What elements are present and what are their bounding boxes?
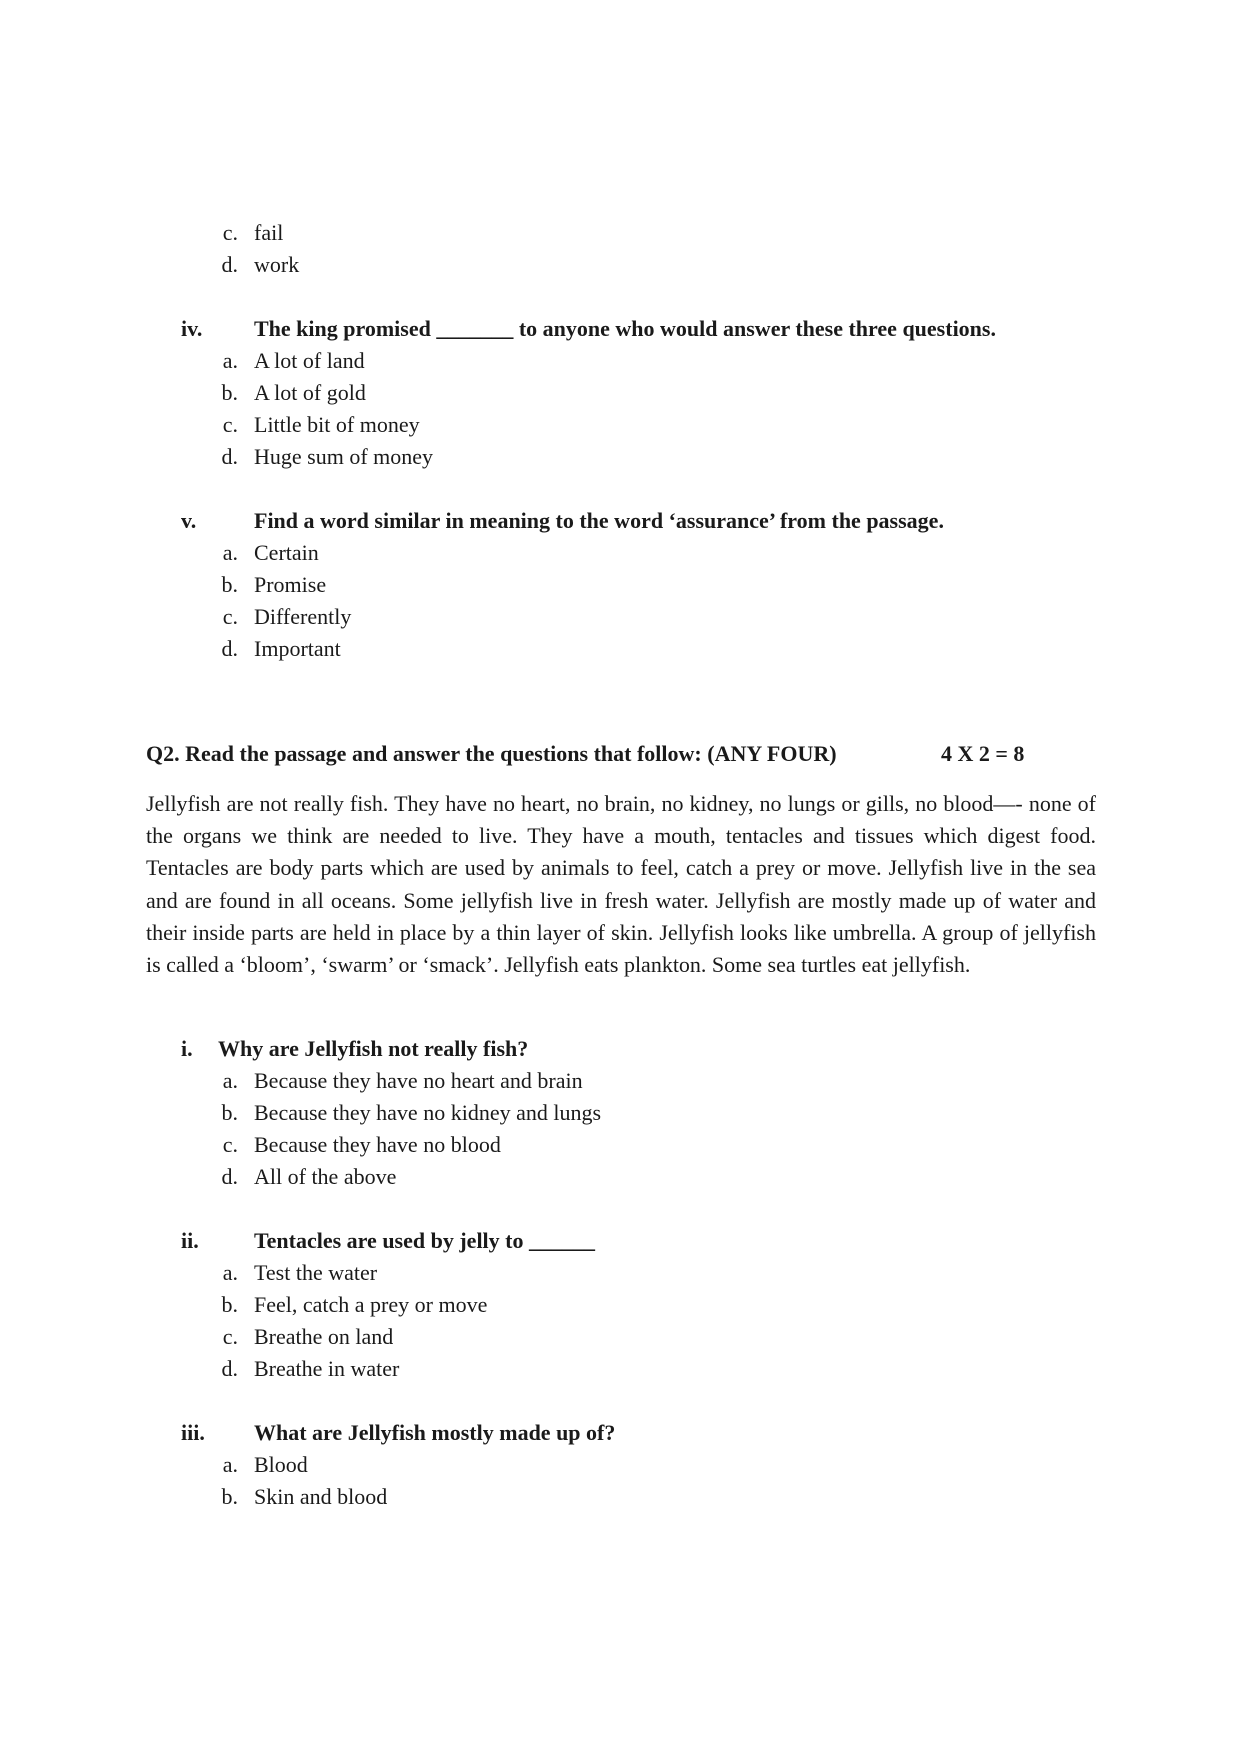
option-text: Because they have no kidney and lungs [254,1100,602,1125]
option-text: Promise [254,572,327,597]
option-letter: c. [222,220,238,245]
option-text: Differently [254,604,352,629]
option-letter: b. [221,1100,238,1125]
question-number: iii. [181,1420,205,1445]
option-text: Blood [254,1452,308,1477]
option-letter: a. [222,1452,238,1477]
option-text: A lot of gold [254,380,366,405]
question-text: Why are Jellyfish not really fish? [218,1036,529,1061]
option-text: A lot of land [254,348,365,373]
question-number: iv. [181,316,203,341]
question-text: Find a word similar in meaning to the word ‘assurance’ from the passage. [254,508,944,533]
option-text: work [254,252,300,277]
q2-heading: Q2. Read the passage and answer the questions that follow: (ANY FOUR) [146,741,837,766]
question-number: ii. [181,1228,199,1253]
option-letter: d. [221,636,238,661]
option-letter: c. [222,412,238,437]
option-letter: b. [221,1484,238,1509]
option-letter: d. [221,444,238,469]
option-text: Breathe in water [254,1356,400,1381]
option-letter: a. [222,1260,238,1285]
question-text: What are Jellyfish mostly made up of? [254,1420,616,1445]
option-letter: a. [222,348,238,373]
option-text: Huge sum of money [254,444,434,469]
option-letter: b. [221,380,238,405]
option-letter: a. [222,540,238,565]
option-letter: d. [221,1356,238,1381]
option-text: Little bit of money [254,412,420,437]
option-text: Breathe on land [254,1324,394,1349]
question-text: The king promised _______ to anyone who would answer these three questions. [254,316,996,341]
option-letter: d. [221,1164,238,1189]
option-text: Important [254,636,341,661]
option-text: Certain [254,540,319,565]
reading-passage: Jellyfish are not really fish. They have no heart, no brain, no kidney, no lungs or gills, no blood—- none of the organs we think are needed to live. They have a mouth, tentacles and tissues which digest food. Tentacles are body parts which are used by animals to feel, catch a prey or move. Jellyfish live in the sea and are found in all oceans. Some jellyfish live in fresh water. Jellyfish are mostly made up of water and their inside parts are held in place by a thin layer of skin. Jellyfish looks like umbrella. A group of jellyfish is called a ‘bloom’, ‘swarm’ or ‘smack’. Jellyfish eats plankton. Some sea turtles eat jellyfish. [146,791,1096,978]
option-text: Test the water [254,1260,378,1285]
option-text: Because they have no heart and brain [254,1068,583,1093]
option-text: Feel, catch a prey or move [254,1292,488,1317]
option-text: Because they have no blood [254,1132,501,1157]
option-letter: d. [221,252,238,277]
option-letter: c. [222,604,238,629]
option-text: fail [254,220,284,245]
q2-marks: 4 X 2 = 8 [941,741,1025,766]
question-text: Tentacles are used by jelly to ______ [254,1228,595,1253]
option-letter: b. [221,572,238,597]
option-letter: c. [222,1132,238,1157]
question-number: i. [181,1036,193,1061]
option-text: All of the above [254,1164,397,1189]
option-letter: c. [222,1324,238,1349]
option-letter: a. [222,1068,238,1093]
question-number: v. [181,508,197,533]
option-letter: b. [221,1292,238,1317]
option-text: Skin and blood [254,1484,388,1509]
